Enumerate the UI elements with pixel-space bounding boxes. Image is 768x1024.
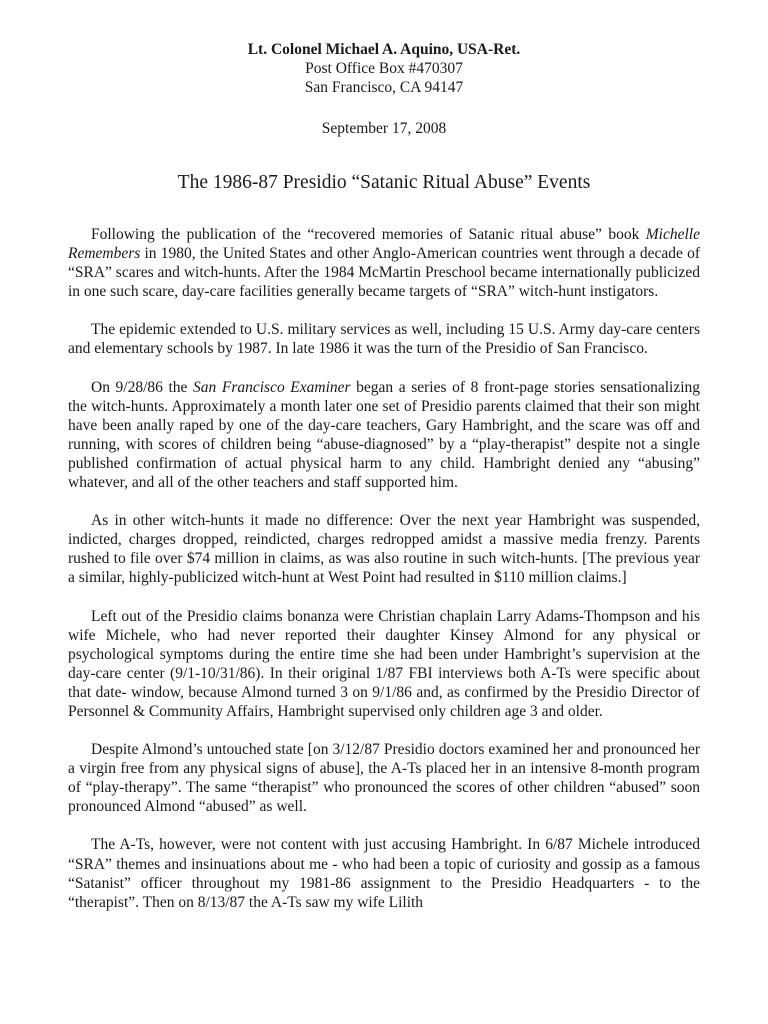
paragraph-6: Despite Almond’s untouched state [on 3/12/87 Presidio doctors examined her and pronounced her a virgin free from any physical signs of abuse], the A-Ts placed her in an intensive 8-month program of “play-therapy”. The same “therapist” who pronounced the scores of other children “abused” soon pronounced Almond “abused” as well. (68, 741, 700, 816)
paragraph-3-text-c: began a series of 8 front-page stories sensationalizing the witch-hunts. Approximately a month later one set of Presidio parents claimed that their son might have been anally raped by one of the day-care teachers, Gary Hambright, and the scare was off and running, with scores of children being “abuse-diagnosed” by a “play-therapist” despite not a single published confirmation of actual physical harm to any child. Hambright denied any “abusing” whatever, and all of the other teachers and staff supported him. (68, 378, 700, 492)
document-body (68, 225, 700, 912)
newspaper-title-sf-examiner: San Francisco Examiner (193, 378, 351, 396)
paragraph-3-text-a: On 9/28/86 the (91, 378, 194, 396)
document-page (68, 40, 700, 931)
address-line-1: Post Office Box #470307 (305, 60, 463, 77)
book-title-michelle-remembers: Michelle Remembers (68, 226, 700, 263)
author-name: Lt. Colonel Michael A. Aquino, USA-Ret. (247, 41, 521, 58)
letterhead (68, 40, 700, 97)
document-title: The 1986-87 Presidio “Satanic Ritual Abuse” Events (177, 172, 591, 193)
paragraph-1-text-c: in 1980, the United States and other Anglo-American countries went through a decade of “SRA” scares and witch-hunts. After the 1984 McMartin Preschool became internationally publicized in one such scare, day-care facilities generally became targets of “SRA” witch-hunt instigators. (68, 245, 700, 301)
paragraph-5: Left out of the Presidio claims bonanza were Christian chaplain Larry Adams-Thompson and his wife Michele, who had never reported their daughter Kinsey Almond for any physical or psychological symptoms during the entire time she had been under Hambright’s supervision at the day-care center (9/1-10/31/86). In their original 1/87 FBI interviews both A-Ts were specific about that date- window, because Almond turned 3 on 9/1/86 and, as confirmed by the Presidio Director of Personnel & Community Affairs, Hambright supervised only children age 3 and older. (68, 607, 700, 720)
address-line-2: San Francisco, CA 94147 (304, 79, 464, 96)
paragraph-4: As in other witch-hunts it made no difference: Over the next year Hambright was suspended, indicted, charges dropped, reindicted, charges redropped amidst a massive media frenzy. Parents rushed to file over $74 million in claims, as was also routine in such witch-hunts. [The previous year a similar, highly-publicized witch-hunt at West Point had resulted in $110 million claims.] (68, 512, 700, 587)
letter-date: September 17, 2008 (321, 120, 447, 137)
paragraph-7: The A-Ts, however, were not content with just accusing Hambright. In 6/87 Michele introduced “SRA” themes and insinuations about me - who had been a topic of curiosity and gossip as a famous “Satanist” officer throughout my 1981-86 assignment to the Presidio Headquarters - to the “therapist”. Then on 8/13/87 the A-Ts saw my wife Lilith (68, 836, 700, 911)
paragraph-3 (68, 378, 700, 493)
paragraph-1-text-a: Following the publication of the “recovered memories of Satanic ritual abuse” book (91, 226, 646, 243)
paragraph-1 (68, 225, 700, 301)
paragraph-2: The epidemic extended to U.S. military services as well, including 15 U.S. Army day-care centers and elementary schools by 1987. In late 1986 it was the turn of the Presidio of San Francisco. (68, 321, 700, 358)
